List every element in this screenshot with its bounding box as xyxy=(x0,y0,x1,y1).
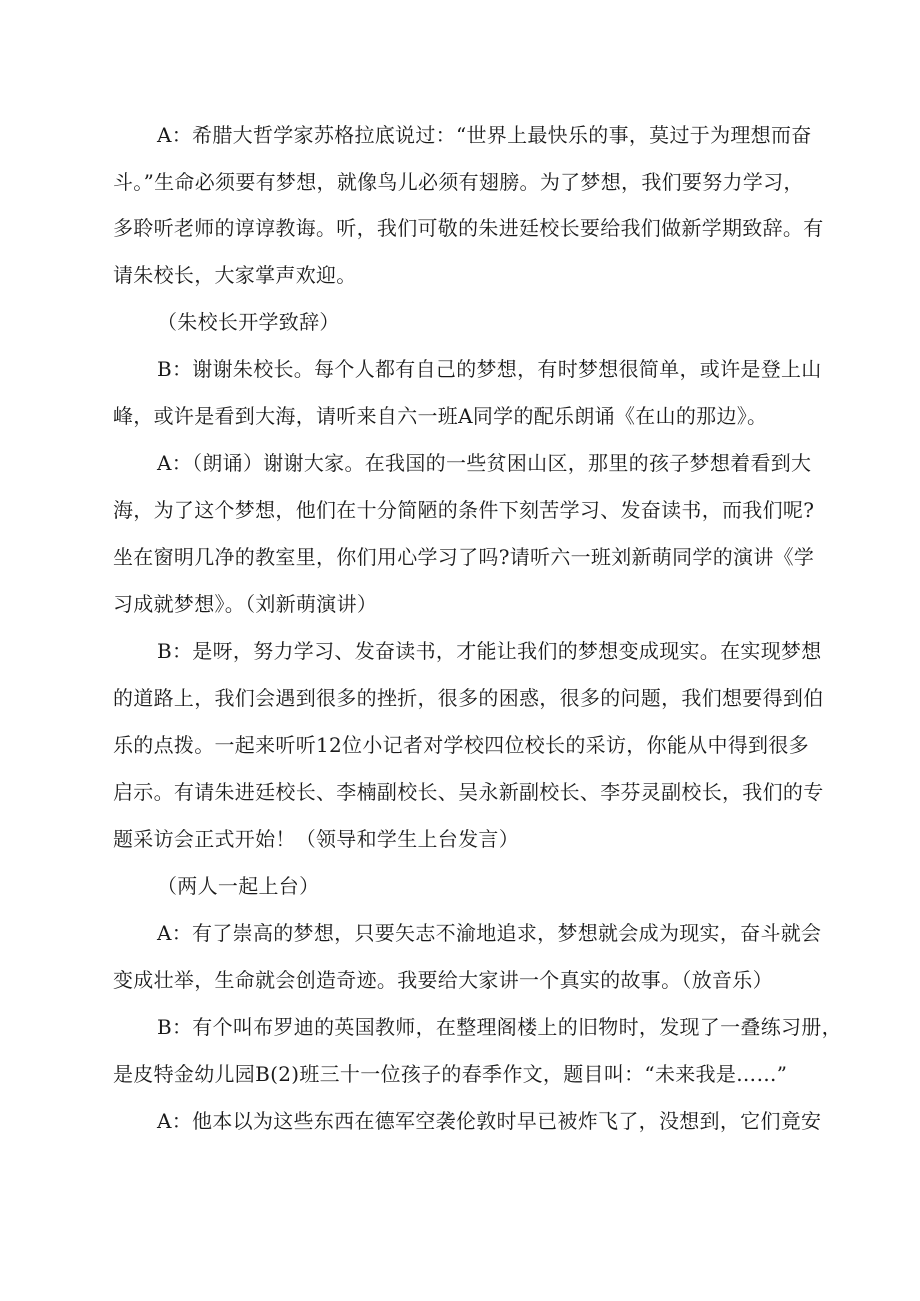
paragraph-a-recital-line-4: 习成就梦想》。（刘新萌演讲） xyxy=(113,592,378,616)
paragraph-b-interview-line-1: B：是呀，努力学习、发奋读书，才能让我们的梦想变成现实。在实现梦想 xyxy=(157,639,822,663)
paragraph-a-recital-line-1: A：（朗诵）谢谢大家。在我国的一些贫困山区，那里的孩子梦想着看到大 xyxy=(157,451,812,475)
paragraph-a-intro-line-3: 多聆听老师的谆谆教诲。听，我们可敬的朱进廷校长要给我们做新学期致辞。有 xyxy=(113,216,824,240)
stage-direction-principal-speech: （朱校长开学致辞） xyxy=(157,310,340,334)
paragraph-a-intro-line-1: A：希腊大哲学家苏格拉底说过：“世界上最快乐的事，莫过于为理想而奋 xyxy=(157,123,812,147)
stage-direction-both-on-stage: （两人一起上台） xyxy=(157,874,320,898)
paragraph-b-thanks-line-1: B：谢谢朱校长。每个人都有自己的梦想，有时梦想很简单，或许是登上山 xyxy=(157,357,822,381)
paragraph-a-intro-line-4: 请朱校长，大家掌声欢迎。 xyxy=(113,263,357,287)
paragraph-b-interview-line-2: 的道路上，我们会遇到很多的挫折，很多的困惑，很多的问题，我们想要得到伯 xyxy=(113,686,824,710)
paragraph-b-interview-line-4: 启示。有请朱进廷校长、李楠副校长、吴永新副校长、李芬灵副校长，我们的专 xyxy=(113,780,824,804)
paragraph-a-recital-line-2: 海，为了这个梦想，他们在十分简陋的条件下刻苦学习、发奋读书，而我们呢? xyxy=(113,498,815,522)
paragraph-a-ending-line-1: A：他本以为这些东西在德军空袭伦敦时早已被炸飞了，没想到，它们竟安 xyxy=(157,1109,822,1133)
paragraph-a-intro-line-2: 斗。”生命必须要有梦想，就像鸟儿必须有翅膀。为了梦想，我们要努力学习， xyxy=(113,170,804,194)
paragraph-b-thanks-line-2: 峰，或许是看到大海，请听来自六一班A同学的配乐朗诵《在山的那边》。 xyxy=(113,404,768,428)
paragraph-b-teacher-line-2: 是皮特金幼儿园B(2)班三十一位孩子的春季作文，题目叫：“未来我是……” xyxy=(113,1062,788,1086)
paragraph-a-story-line-1: A：有了崇高的梦想，只要矢志不渝地追求，梦想就会成为现实，奋斗就会 xyxy=(157,921,822,945)
paragraph-a-recital-line-3: 坐在窗明几净的教室里，你们用心学习了吗?请听六一班刘新萌同学的演讲《学 xyxy=(113,545,815,569)
paragraph-a-story-line-2: 变成壮举，生命就会创造奇迹。我要给大家讲一个真实的故事。（放音乐） xyxy=(113,968,773,992)
paragraph-b-interview-line-3: 乐的点拨。一起来听听12位小记者对学校四位校长的采访，你能从中得到很多 xyxy=(113,733,809,757)
paragraph-b-teacher-line-1: B：有个叫布罗迪的英国教师，在整理阁楼上的旧物时，发现了一叠练习册， xyxy=(157,1015,842,1039)
paragraph-b-interview-line-5: 题采访会正式开始！（领导和学生上台发言） xyxy=(113,827,519,851)
